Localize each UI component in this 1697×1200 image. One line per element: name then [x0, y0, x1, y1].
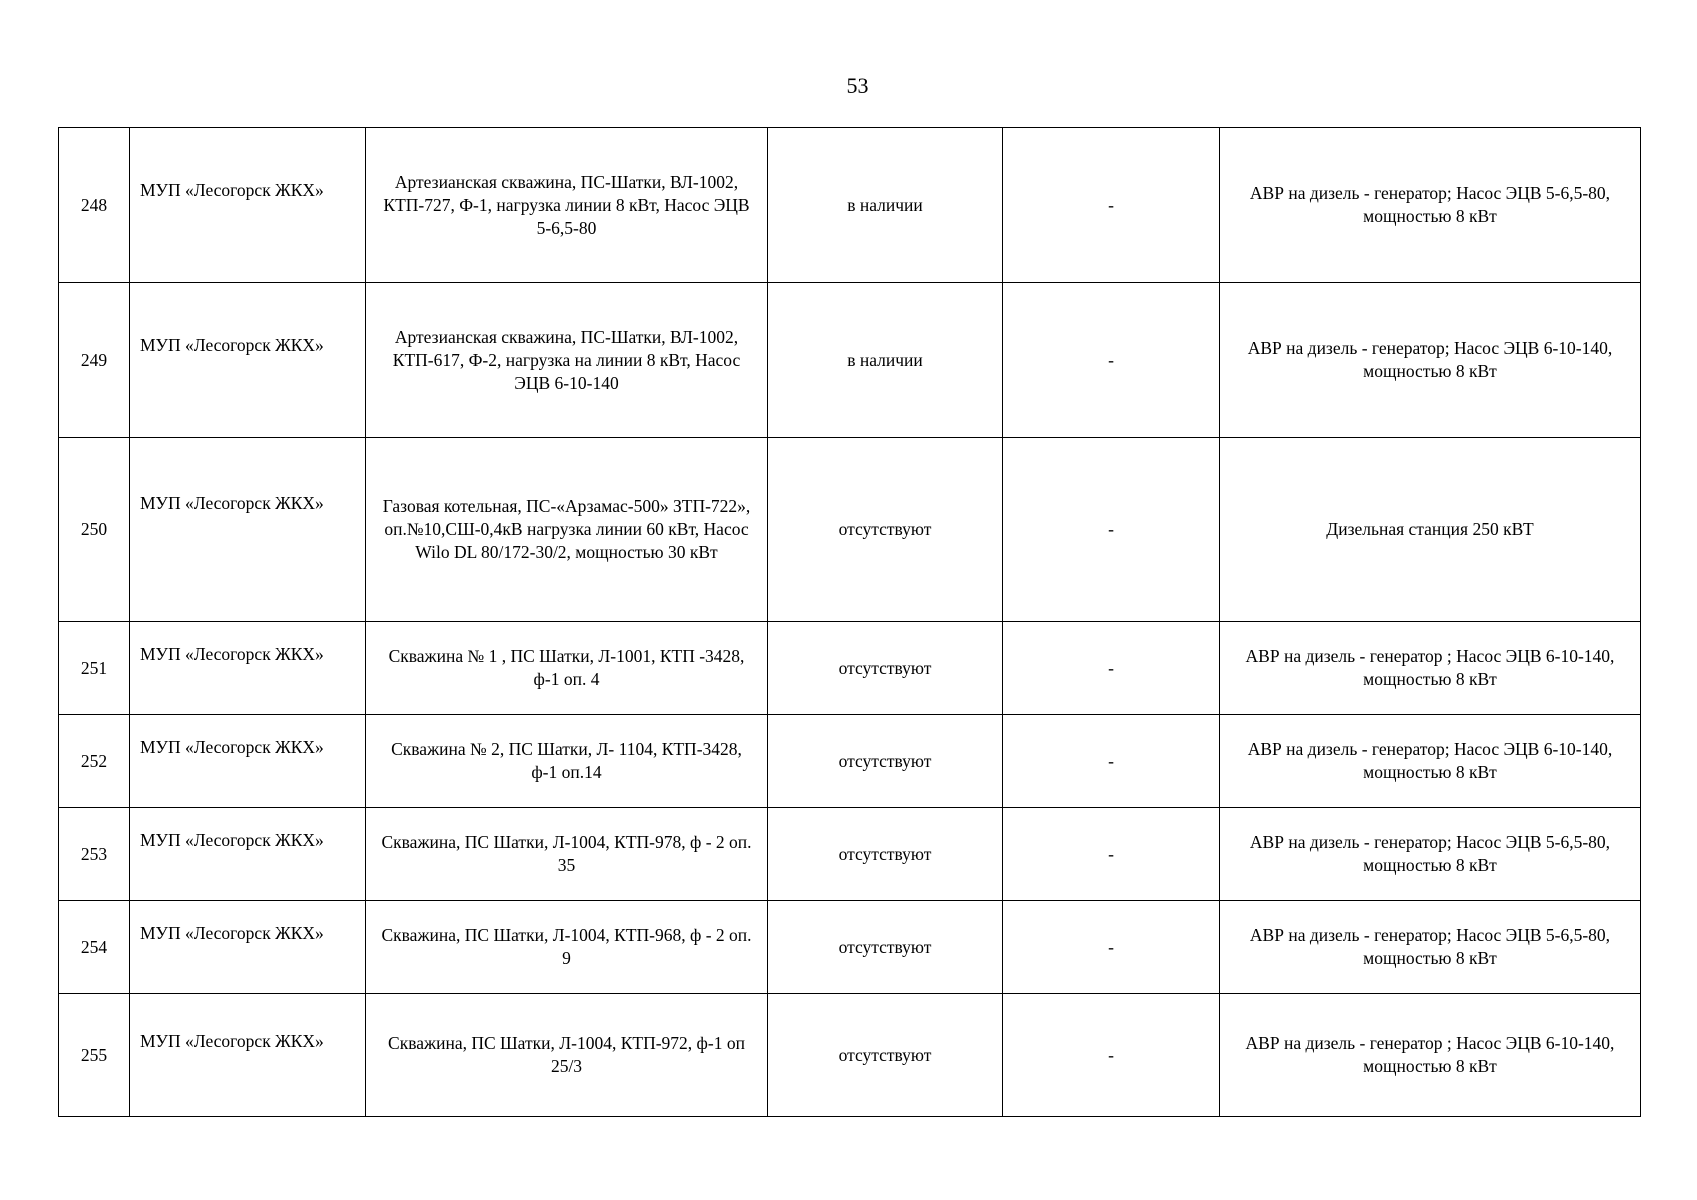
object-cell — [366, 438, 768, 622]
object-description: Скважина № 1 , ПС Шатки, Л-1001, КТП -3428, ф-1 оп. 4 — [388, 646, 745, 689]
row-number-cell — [59, 438, 130, 622]
measures-description: АВР на дизель - генератор; Насос ЭЦВ 5-6,5-80, мощностью 8 кВт — [1249, 183, 1611, 226]
extra-cell — [1003, 715, 1220, 808]
object-cell — [366, 808, 768, 901]
organization-cell — [130, 715, 366, 808]
status-cell — [768, 994, 1003, 1117]
organization-cell — [130, 901, 366, 994]
object-cell — [366, 994, 768, 1117]
row-number-cell — [59, 808, 130, 901]
extra-value: - — [1108, 1044, 1114, 1065]
row-number-cell — [59, 128, 130, 283]
row-number: 249 — [80, 349, 108, 370]
organization-name: МУП «Лесогорск ЖКХ» — [140, 1031, 324, 1051]
organization-name: МУП «Лесогорск ЖКХ» — [140, 737, 324, 757]
row-number-cell — [59, 283, 130, 438]
status-cell — [768, 715, 1003, 808]
object-cell — [366, 715, 768, 808]
organization-name: МУП «Лесогорск ЖКХ» — [140, 335, 324, 355]
status-cell — [768, 622, 1003, 715]
organization-cell — [130, 808, 366, 901]
availability-status: отсутствуют — [838, 657, 932, 678]
row-number: 255 — [80, 1044, 108, 1065]
object-description: Скважина, ПС Шатки, Л-1004, КТП-972, ф-1 оп 25/3 — [388, 1033, 745, 1076]
row-number: 250 — [80, 519, 108, 539]
object-description: Скважина № 2, ПС Шатки, Л- 1104, КТП-3428, ф-1 оп.14 — [391, 739, 742, 782]
measures-cell — [1220, 715, 1641, 808]
availability-status: отсутствуют — [838, 1044, 932, 1065]
organization-cell — [130, 283, 366, 438]
table-row — [59, 283, 1641, 438]
table-row — [59, 622, 1641, 715]
row-number-cell — [59, 901, 130, 994]
extra-value: - — [1108, 519, 1114, 539]
object-cell — [366, 622, 768, 715]
availability-status: в наличии — [847, 194, 923, 215]
table-row — [59, 438, 1641, 622]
extra-cell — [1003, 808, 1220, 901]
row-number: 254 — [80, 936, 108, 957]
extra-value: - — [1108, 194, 1114, 215]
availability-status: отсутствуют — [838, 843, 932, 864]
measures-cell — [1220, 622, 1641, 715]
table-row — [59, 994, 1641, 1117]
row-number-cell — [59, 715, 130, 808]
table-row — [59, 715, 1641, 808]
organization-cell — [130, 622, 366, 715]
extra-value: - — [1108, 936, 1114, 957]
object-cell — [366, 283, 768, 438]
measures-cell — [1220, 808, 1641, 901]
status-cell — [768, 283, 1003, 438]
availability-status: в наличии — [847, 349, 923, 370]
object-description: Артезианская скважина, ПС-Шатки, ВЛ-1002, КТП-727, Ф-1, нагрузка линии 8 кВт, Насос ЭЦВ 5-6,5-80 — [383, 171, 750, 238]
data-table — [58, 127, 1641, 1117]
organization-cell — [130, 128, 366, 283]
measures-description: АВР на дизель - генератор; Насос ЭЦВ 5-6,5-80, мощностью 8 кВт — [1249, 832, 1611, 875]
extra-value: - — [1108, 750, 1114, 771]
extra-cell — [1003, 622, 1220, 715]
organization-name: МУП «Лесогорск ЖКХ» — [140, 923, 324, 943]
object-description: Скважина, ПС Шатки, Л-1004, КТП-968, ф - 2 оп. 9 — [381, 925, 752, 968]
row-number: 248 — [80, 194, 108, 215]
row-number: 252 — [80, 750, 108, 771]
organization-name: МУП «Лесогорск ЖКХ» — [140, 830, 324, 850]
measures-cell — [1220, 283, 1641, 438]
measures-cell — [1220, 128, 1641, 283]
status-cell — [768, 438, 1003, 622]
organization-name: МУП «Лесогорск ЖКХ» — [140, 644, 324, 664]
measures-description: АВР на дизель - генератор ; Насос ЭЦВ 6-10-140, мощностью 8 кВт — [1245, 1033, 1615, 1076]
row-number: 251 — [80, 657, 108, 678]
measures-cell — [1220, 901, 1641, 994]
object-description: Артезианская скважина, ПС-Шатки, ВЛ-1002, КТП-617, Ф-2, нагрузка на линии 8 кВт, Насос ЭЦВ 6-10-140 — [392, 326, 741, 393]
table-row — [59, 808, 1641, 901]
measures-description: АВР на дизель - генератор; Насос ЭЦВ 6-10-140, мощностью 8 кВт — [1247, 338, 1613, 381]
measures-cell — [1220, 994, 1641, 1117]
extra-cell — [1003, 283, 1220, 438]
measures-description: Дизельная станция 250 кВТ — [1326, 519, 1534, 539]
availability-status: отсутствуют — [838, 519, 932, 539]
extra-cell — [1003, 994, 1220, 1117]
organization-cell — [130, 438, 366, 622]
extra-value: - — [1108, 843, 1114, 864]
organization-name: МУП «Лесогорск ЖКХ» — [140, 180, 324, 200]
row-number-cell — [59, 994, 130, 1117]
organization-name: МУП «Лесогорск ЖКХ» — [140, 493, 324, 513]
availability-status: отсутствуют — [838, 750, 932, 771]
extra-cell — [1003, 438, 1220, 622]
page-number: 53 — [846, 73, 869, 98]
measures-description: АВР на дизель - генератор; Насос ЭЦВ 5-6,5-80, мощностью 8 кВт — [1249, 925, 1611, 968]
availability-status: отсутствуют — [838, 936, 932, 957]
table-row — [59, 901, 1641, 994]
object-cell — [366, 128, 768, 283]
extra-cell — [1003, 901, 1220, 994]
status-cell — [768, 808, 1003, 901]
object-cell — [366, 901, 768, 994]
extra-value: - — [1108, 349, 1114, 370]
status-cell — [768, 901, 1003, 994]
measures-description: АВР на дизель - генератор ; Насос ЭЦВ 6-10-140, мощностью 8 кВт — [1245, 646, 1615, 689]
object-description: Газовая котельная, ПС-«Арзамас-500» ЗТП-722», оп.№10,СШ-0,4кВ нагрузка линии 60 кВт, Насос Wilo DL 80/172-30/2, мощностью 30 кВт — [382, 496, 751, 562]
measures-cell — [1220, 438, 1641, 622]
table-row — [59, 128, 1641, 283]
row-number: 253 — [80, 843, 108, 864]
object-description: Скважина, ПС Шатки, Л-1004, КТП-978, ф - 2 оп. 35 — [381, 832, 752, 875]
organization-cell — [130, 994, 366, 1117]
status-cell — [768, 128, 1003, 283]
extra-cell — [1003, 128, 1220, 283]
row-number-cell — [59, 622, 130, 715]
measures-description: АВР на дизель - генератор; Насос ЭЦВ 6-10-140, мощностью 8 кВт — [1247, 739, 1613, 782]
extra-value: - — [1108, 657, 1114, 678]
